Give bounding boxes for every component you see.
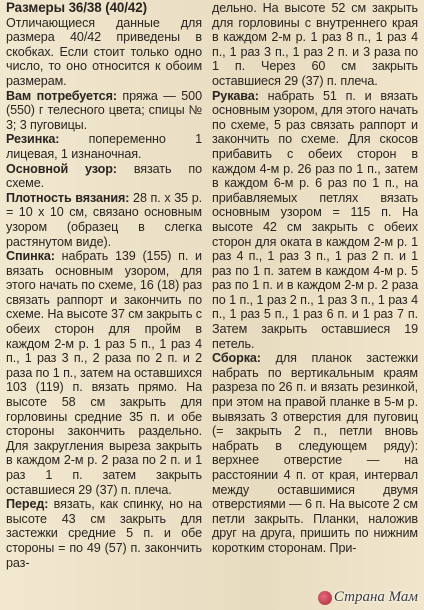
front-label: Перед: (6, 497, 49, 512)
site-watermark (318, 589, 418, 606)
sleeves-paragraph (212, 89, 418, 352)
right-column (212, 1, 418, 556)
gauge-paragraph (6, 191, 202, 249)
rib-text: попеременно 1 лицевая, 1 изнаночная. (6, 132, 202, 161)
gauge-label: Плотность вязания: (6, 190, 130, 205)
back-text: набрать 139 (155) п. и вязать основным узором, для этого начать по схеме, 16 (18) раз связать раппорт и закончить по схеме. На высоте 37 см закрыть с обеих сторон для пройм в каждом 2-м р. 1 раз 5 п., 1 раз 4 п., 1 раз 3 п., 2 раза по 2 п. и 2 раза по 1 п., затем на оставшихся 103 (119) п. вязать прямо. На высоте 58 см закрыть для горловины средние 35 п. и обе стороны закончить раздельно. Для закругления выреза закрыть в каждом 2-м р. 2 раза по 2 п. и 1 раз 1 п. затем закрыть оставшиеся 29 (37) п. плеча. (6, 249, 202, 497)
assembly-text: для планок застежки набрать по вертикальным краям разреза по 26 п. и вязать резинкой, при этом на правой планке в 5-м р. вывязать 3 отверстия для пуговиц (= закрыть 2 п., петли вновь набрать в следующем ряду): верхнее отверстие — на расстоянии 4 п. от края, интервал между оставшимися двумя отверстиями — 6 п. На высоте 2 см петли закрыть. Планки, наложив друг на друга, пришить по нижним коротким сторонам. При- (212, 351, 418, 555)
back-label: Спинка: (6, 249, 55, 264)
materials-text: пряжа — 500 (550) г телесного цвета; спицы № 3; 3 пуговицы. (6, 88, 202, 132)
front-text: вязать, как спинку, но на высоте 43 см закрыть для застежки средние 5 п. и обе стороны = по 49 (57) п. закончить раз- (6, 497, 202, 570)
assembly-paragraph (212, 351, 418, 555)
sleeves-text: набрать 51 п. и вязать основным узором, для этого начать по схеме, 5 раз связать раппорт и закончить по схеме. Для скосов прибавить с обеих сторон в каждом 4-м р. 26 раз по 1 п., затем в каждом 6-м р. 6 раз по 1 п., на прибавляемых петлях вязать основным узором = 115 п. На высоте 42 см закрыть с обеих сторон для оката в каждом 2-м р. 1 раз 4 п., 1 раз 3 п., 1 раз 2 п. и 1 раз по 1 п. затем в каждом 4-м р. 5 раз по 1 п. и в каждом 2-м р. 2 раза по 1 п., 1 раз 2 п., 1 раз 3 п., 1 раз 4 п., 1 раз 5 п., 1 раз 6 п. и 1 раз 7 п. Затем закрыть оставшиеся 19 петель. (212, 88, 418, 351)
main-pattern-paragraph (6, 162, 202, 191)
sizes-title: Размеры 36/38 (40/42) (6, 0, 147, 15)
front-paragraph (6, 497, 202, 570)
watermark-logo-icon (318, 591, 332, 605)
materials-label: Вам потребуется: (6, 88, 117, 103)
watermark-text: Страна Мам (333, 589, 418, 605)
left-column (6, 1, 202, 570)
back-paragraph (6, 249, 202, 497)
sleeves-label: Рукава: (212, 88, 259, 103)
rib-paragraph (6, 132, 202, 161)
main-pattern-label: Основной узор: (6, 161, 117, 176)
gauge-text: 28 п. х 35 р. = 10 х 10 см, связано основным узором (образец в слегка растянутом виде). (6, 190, 202, 249)
front-continued-paragraph: дельно. На высоте 52 см закрыть для горловины с внутреннего края в каждом 2-м р. 1 раз 8 п., 1 раз 4 п., 1 раз 3 п., 1 раз 2 п. и 3 раза по 1 п. Через 60 см закрыть оставшиеся 29 (37) п. плеча. (212, 1, 418, 88)
materials-paragraph (6, 89, 202, 133)
intro-paragraph: Отличающиеся данные для размера 40/42 приведены в скобках. Если стоит только одно число, то оно относится к обоим размерам. (6, 15, 202, 88)
rib-label: Резинка: (6, 132, 60, 147)
main-pattern-text: вязать по схеме. (6, 161, 202, 191)
assembly-label: Сборка: (212, 351, 261, 366)
